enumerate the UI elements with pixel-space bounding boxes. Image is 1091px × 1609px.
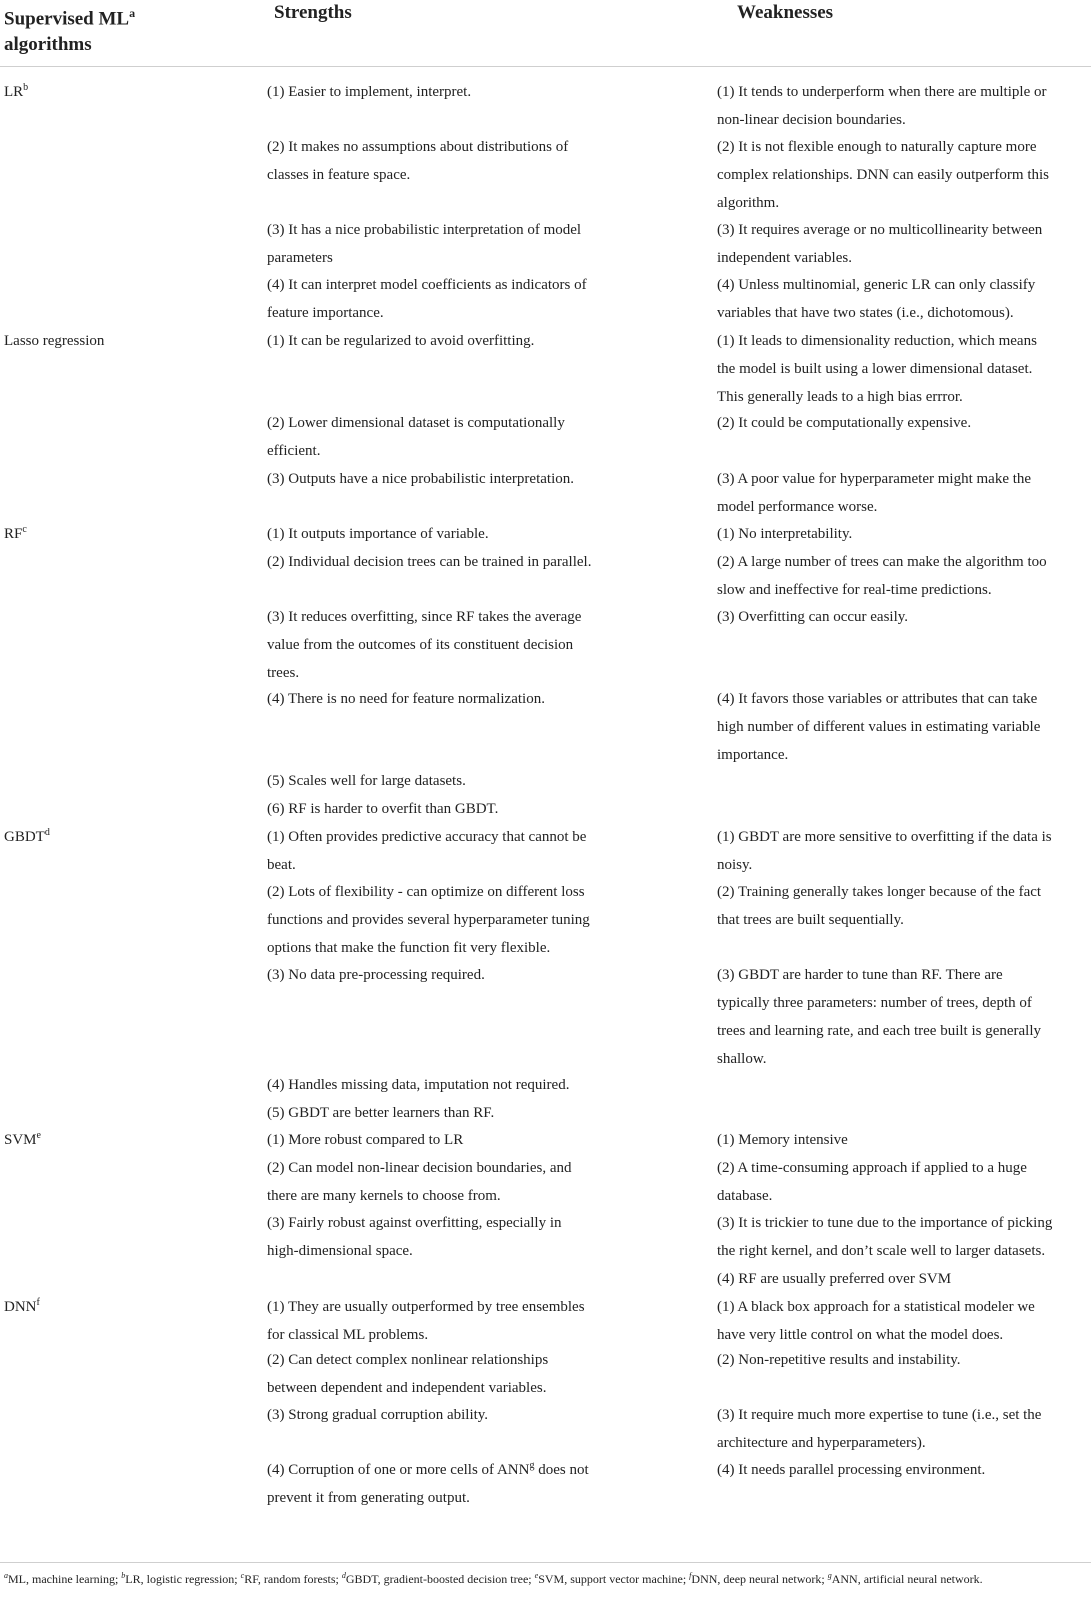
strength-item: (5) GBDT are better learners than RF.: [267, 1105, 495, 1121]
strength-item: (4) Corruption of one or more cells of ANN$^g$ does not prevent it from generating output.: [267, 1460, 589, 1506]
weakness-item: (3) A poor value for hyperparameter might make the model performance worse.: [717, 471, 1032, 515]
algorithm-name: $RF^c$: [4, 524, 27, 542]
algorithm-name: $LR^b$: [4, 82, 29, 100]
weakness-item: (2) It could be computationally expensive.: [717, 415, 972, 431]
strength-item: (3) Outputs have a nice probabilistic interpretation.: [267, 471, 574, 487]
strength-item: (3) No data pre-processing required.: [267, 967, 485, 983]
weakness-item: (4) It favors those variables or attributes that can take high number of different values in estimating variable importance.: [717, 691, 1041, 763]
algorithm-name: Lasso regression: [4, 333, 105, 349]
weakness-item: (1) No interpretability.: [717, 526, 853, 542]
weakness-item: (1) A black box approach for a statistical modeler we have very little control on what the model does.: [717, 1299, 1035, 1343]
weakness-item: (1) GBDT are more sensitive to overfitting if the data is noisy.: [717, 829, 1052, 873]
header-algorithms: Supervised $ML^a$ algorithms: [4, 6, 136, 56]
strength-item: (4) It can interpret model coefficients as indicators of feature importance.: [267, 277, 587, 321]
weakness-item: (3) It requires average or no multicollinearity between independent variables.: [717, 222, 1043, 266]
strength-item: (2) Lower dimensional dataset is computationally efficient.: [267, 415, 565, 459]
strength-item: (4) Handles missing data, imputation not required.: [267, 1077, 570, 1093]
strength-item: (2) Can model non-linear decision boundaries, and there are many kernels to choose from.: [267, 1160, 572, 1204]
table-footnotes: [0, 1562, 1091, 1588]
strength-item: (5) Scales well for large datasets.: [267, 773, 466, 789]
weakness-item: (2) Training generally takes longer because of the fact that trees are built sequentially.: [717, 884, 1042, 928]
weakness-item: (4) RF are usually preferred over SVM: [717, 1271, 952, 1287]
weakness-item: (2) It is not flexible enough to naturally capture more complex relationships. DNN can easily outperform this algorithm.: [717, 139, 1050, 211]
strength-item: (2) It makes no assumptions about distributions of classes in feature space.: [267, 139, 569, 183]
header-strengths: Strengths: [274, 2, 352, 23]
footnote-line: $^a$ML, machine learning; $^b$LR, logistic regression; $^c$RF, random forests; $^d$GBDT, gradient-boosted decision tree; $^e$SVM, support vector machine; $^f$DNN, deep neural network; $^g$ANN, artificial neural network.: [4, 1571, 983, 1586]
weakness-item: (1) It leads to dimensionality reduction, which means the model is built using a lower dimensional dataset. This generally leads to a high bias errror.: [717, 333, 1037, 405]
table-header: [0, 0, 1091, 67]
weakness-item: (1) Memory intensive: [717, 1132, 848, 1148]
strength-item: (3) It reduces overfitting, since RF takes the average value from the outcomes of its constituent decision trees.: [267, 609, 582, 681]
weakness-item: (4) It needs parallel processing environment.: [717, 1462, 986, 1478]
weakness-item: (3) Overfitting can occur easily.: [717, 609, 909, 625]
weakness-item: (1) It tends to underperform when there are multiple or non-linear decision boundaries.: [717, 84, 1047, 128]
strength-item: (2) Can detect complex nonlinear relationships between dependent and independent variables.: [267, 1352, 549, 1396]
strength-item: (1) It outputs importance of variable.: [267, 526, 489, 542]
strength-item: (1) They are usually outperformed by tree ensembles for classical ML problems.: [267, 1299, 585, 1343]
strength-item: (2) Lots of flexibility - can optimize on different loss functions and provides several hyperparameter tuning options that make the function fit very flexible.: [267, 884, 590, 956]
strength-item: (4) There is no need for feature normalization.: [267, 691, 545, 707]
strength-item: (6) RF is harder to overfit than GBDT.: [267, 801, 499, 817]
weakness-item: (2) A large number of trees can make the algorithm too slow and ineffective for real-time predictions.: [717, 554, 1047, 598]
weakness-item: (3) GBDT are harder to tune than RF. There are typically three parameters: number of trees, depth of trees and learning rate, and each tree built is generally shallow.: [717, 967, 1042, 1067]
strength-item: (1) More robust compared to LR: [267, 1132, 464, 1148]
strength-item: (3) It has a nice probabilistic interpretation of model parameters: [267, 222, 582, 266]
weakness-item: (3) It is trickier to tune due to the importance of picking the right kernel, and don’t scale well to larger datasets.: [717, 1215, 1053, 1259]
strength-item: (1) Often provides predictive accuracy that cannot be beat.: [267, 829, 587, 873]
weakness-item: (2) Non-repetitive results and instability.: [717, 1352, 961, 1368]
strength-item: (2) Individual decision trees can be trained in parallel.: [267, 554, 592, 570]
weakness-item: (3) It require much more expertise to tune (i.e., set the architecture and hyperparameters).: [717, 1407, 1042, 1451]
algorithm-name: SVM$^e$: [4, 1130, 41, 1148]
strength-item: (3) Fairly robust against overfitting, especially in high-dimensional space.: [267, 1215, 562, 1259]
strength-item: (1) It can be regularized to avoid overfitting.: [267, 333, 535, 349]
weakness-item: (4) Unless multinomial, generic LR can only classify variables that have two states (i.e., dichotomous).: [717, 277, 1036, 321]
header-weaknesses: Weaknesses: [737, 2, 834, 23]
algorithm-name: GBDT$^d$: [4, 827, 50, 845]
strength-item: (3) Strong gradual corruption ability.: [267, 1407, 489, 1423]
strength-item: (1) Easier to implement, interpret.: [267, 84, 472, 100]
algorithm-name: DNN$^f$: [4, 1297, 40, 1315]
weakness-item: (2) A time-consuming approach if applied to a huge database.: [717, 1160, 1027, 1204]
